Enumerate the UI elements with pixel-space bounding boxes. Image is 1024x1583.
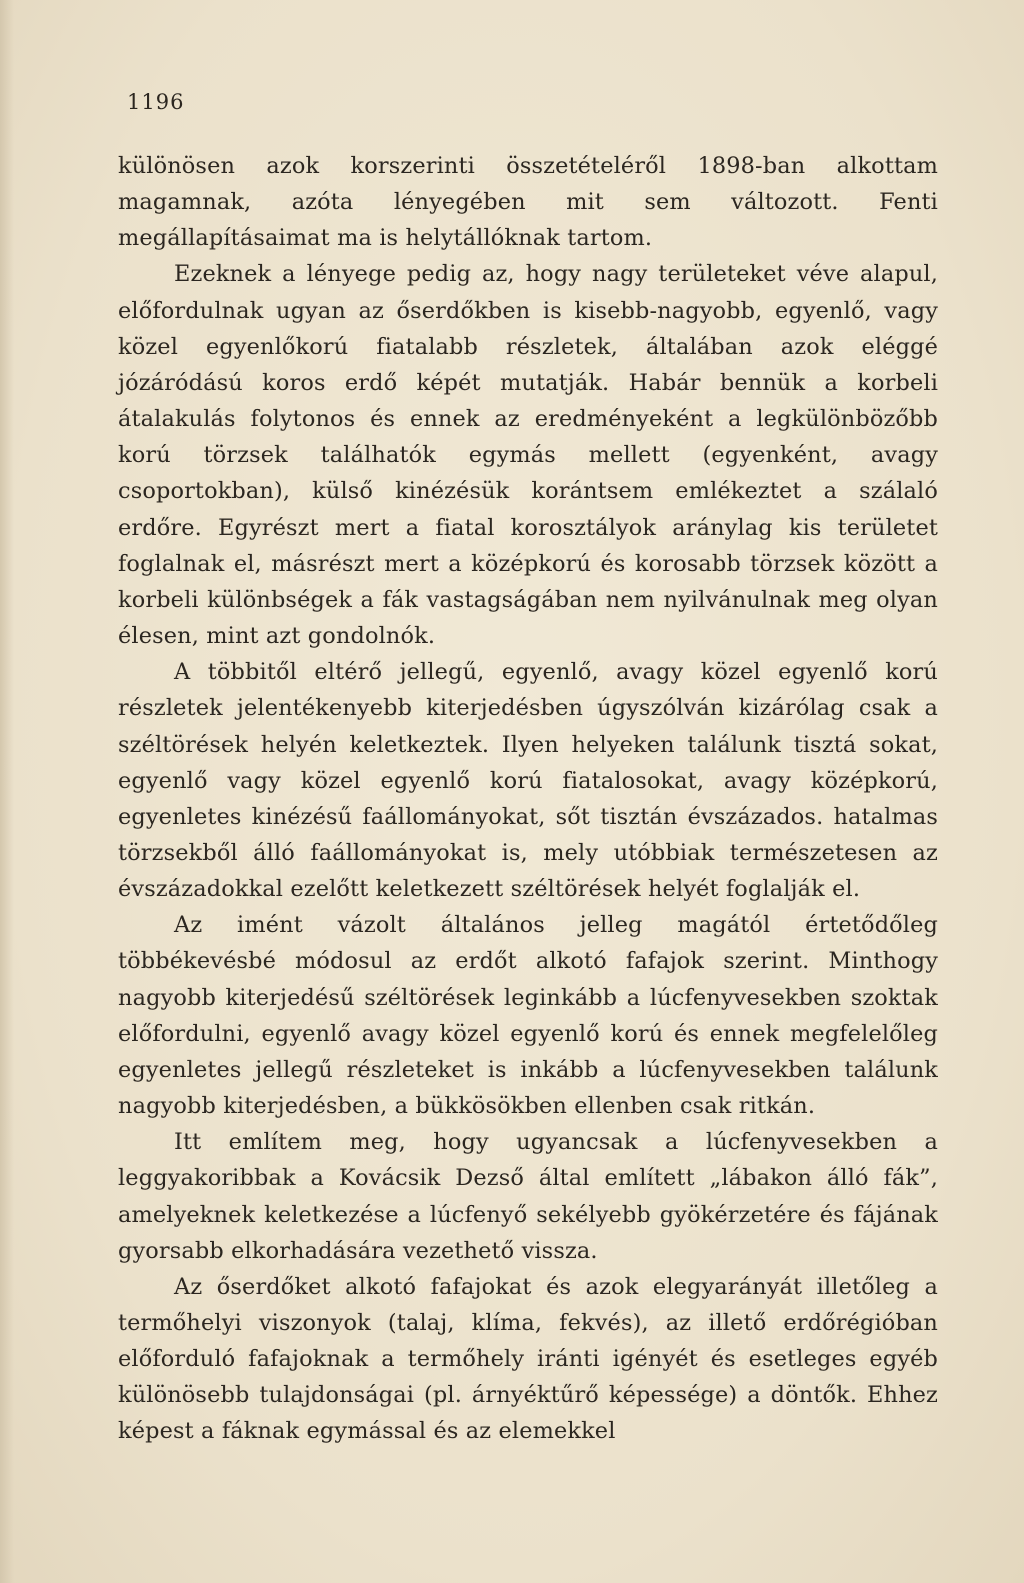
paragraph: Itt említem meg, hogy ugyancsak a lúcfenyvesekben a leggyakoribbak a Kovácsik Dezső által említett „lábakon álló fák”, amelyeknek keletkezése a lúcfenyő sekélyebb gyökérzetére és fájának gyorsabb elkorhadására vezethető vissza. xyxy=(118,1129,938,1264)
paragraph: Az őserdőket alkotó fafajokat és azok elegyarányát illetőleg a termőhelyi viszonyok (talaj, klíma, fekvés), az illető erdőrégióban előforduló fafajoknak a termőhely iránti igényét és esetleges egyéb különösebb tulajdonságai (pl. árnyéktűrő képessége) a döntők. Ehhez képest a fáknak egymással és az elemekkel xyxy=(118,1273,938,1445)
paragraph: Az imént vázolt általános jelleg magától értetődőleg többékevésbé módosul az erdőt alkotó fafajok szerint. Minthogy nagyobb kiterjedésű széltörések leginkább a lúcfenyvesekben szoktak előfordulni, egyenlő avagy közel egyenlő korú és ennek megfelelőleg egyenletes jellegű részleteket is inkább a lúcfenyvesekben találunk nagyobb kiterjedésben, a bükkösökben ellenben csak ritkán. xyxy=(118,912,938,1120)
page-edge-shadow xyxy=(0,0,14,1583)
body-text xyxy=(118,148,938,1450)
paragraph: Ezeknek a lényege pedig az, hogy nagy területeket véve alapul, előfordulnak ugyan az őserdőkben is kisebb-nagyobb, egyenlő, vagy közel egyenlőkorú fiatalabb részletek, általában azok eléggé józáródású koros erdő képét mutatják. Habár bennük a korbeli átalakulás folytonos és ennek az eredményeként a legkülönbözőbb korú törzsek találhatók egymás mellett (egyenként, avagy csoportokban), külső kinézésük korántsem emlékeztet a szálaló erdőre. Egyrészt mert a fiatal korosztályok aránylag kis területet foglalnak el, másrészt mert a középkorú és korosabb törzsek között a korbeli különbségek a fák vastagságában nem nyilvánulnak meg olyan élesen, mint azt gondolnók. xyxy=(118,261,938,650)
paragraph: A többitől eltérő jellegű, egyenlő, avagy közel egyenlő korú részletek jelentékenyebb kiterjedésben úgyszólván kizárólag csak a széltörések helyén keletkeztek. Ilyen helyeken találunk tisztá sokat, egyenlő vagy közel egyenlő korú fiatalosokat, avagy középkorú, egyenletes kinézésű faállományokat, sőt tisztán évszázados. hatalmas törzsekből álló faállományokat is, mely utóbbiak természetesen az évszázadokkal ezelőtt keletkezett széltörések helyét foglalják el. xyxy=(118,659,938,903)
page-number: 1196 xyxy=(127,90,185,114)
paragraph: különösen azok korszerinti összetételéről 1898-ban alkottam magamnak, azóta lényegében mit sem változott. Fenti megállapításaimat ma is helytállóknak tartom. xyxy=(118,153,938,252)
